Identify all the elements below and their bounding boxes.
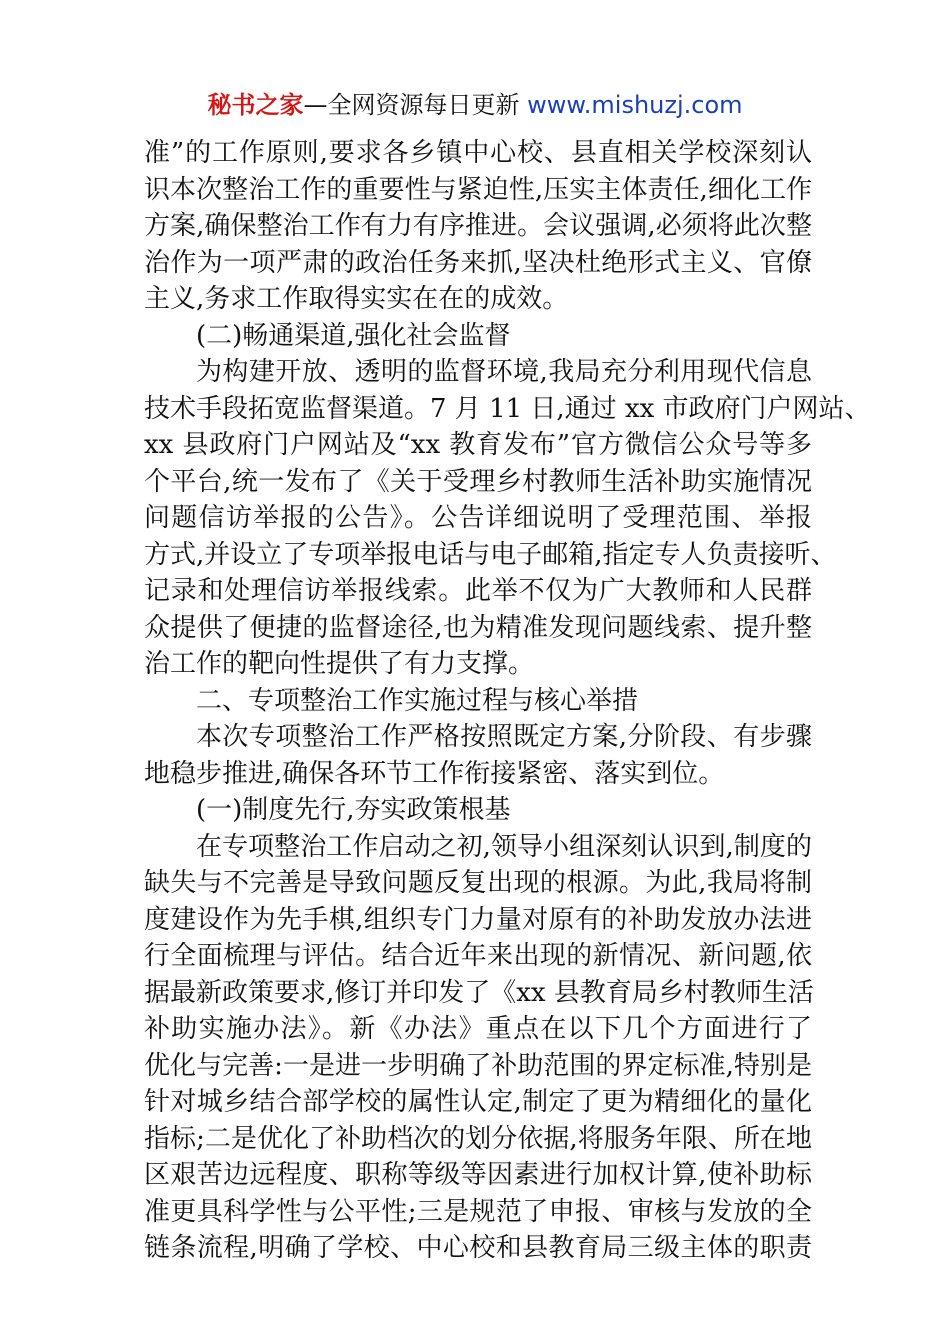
text-line: 据最新政策要求,修订并印发了《xx 县教育局乡村教师生活 — [144, 977, 814, 1008]
text-line: 行全面梳理与评估。结合近年来出现的新情况、新问题,依 — [144, 941, 812, 971]
text-line: 治工作的靶向性提供了有力支撑。 — [144, 649, 535, 679]
text-line: 区艰苦边远程度、职称等级等因素进行加权计算,使补助标 — [144, 1160, 812, 1190]
text-line: 优化与完善:一是进一步明确了补助范围的界定标准,特别是 — [144, 1050, 812, 1081]
text-line: 为构建开放、透明的监督环境,我局充分利用现代信息 — [196, 357, 812, 387]
text-line: 准”的工作原则,要求各乡镇中心校、县直相关学校深刻认 — [144, 138, 812, 168]
section-heading: (二)畅通渠道,强化社会监督 — [196, 320, 511, 351]
text-line: 度建设作为先手棋,组织专门力量对原有的补助发放办法进 — [144, 904, 812, 935]
text-line: 链条流程,明确了学校、中心校和县教育局三级主体的职责 — [144, 1233, 812, 1263]
text-line: 在专项整治工作启动之初,领导小组深刻认识到,制度的 — [196, 831, 812, 862]
section-heading: 二、专项整治工作实施过程与核心举措 — [196, 685, 639, 716]
text-line: 众提供了便捷的监督途径,也为精准发现问题线索、提升整 — [144, 612, 812, 643]
text-line: 方案,确保整治工作有力有序推进。会议强调,必须将此次整 — [144, 211, 812, 241]
page-header — [0, 88, 950, 122]
header-url-link[interactable]: www.mishuzj.com — [527, 91, 743, 119]
text-line: 问题信访举报的公告》。公告详细说明了受理范围、举报 — [144, 503, 812, 533]
text-line: 指标;二是优化了补助档次的划分依据,将服务年限、所在地 — [144, 1123, 812, 1154]
text-line: 缺失与不完善是导致问题反复出现的根源。为此,我局将制 — [144, 868, 812, 898]
text-line: 治作为一项严肃的政治任务来抓,坚决杜绝形式主义、官僚 — [144, 247, 812, 278]
text-line: 技术手段拓宽监督渠道。7 月 11 日,通过 xx 市政府门户网站、 — [144, 393, 871, 424]
brand-name: 秘书之家 — [207, 91, 304, 119]
text-line: 准更具科学性与公平性;三是规范了申报、审核与发放的全 — [144, 1196, 812, 1227]
text-line: 识本次整治工作的重要性与紧迫性,压实主体责任,细化工作 — [144, 174, 812, 205]
body-text — [144, 135, 871, 1267]
header-tagline: —全网资源每日更新 — [303, 91, 520, 119]
text-line: 个平台,统一发布了《关于受理乡村教师生活补助实施情况 — [144, 466, 812, 497]
text-line: 本次专项整治工作严格按照既定方案,分阶段、有步骤 — [196, 722, 812, 752]
text-line: 地稳步推进,确保各环节工作衔接紧密、落实到位。 — [144, 758, 725, 789]
text-line: 记录和处理信访举报线索。此举不仅为广大教师和人民群 — [144, 576, 812, 606]
text-line: 针对城乡结合部学校的属性认定,制定了更为精细化的量化 — [144, 1087, 812, 1117]
text-line: 方式,并设立了专项举报电话与电子邮箱,指定专人负责接听、 — [144, 539, 837, 570]
text-line: xx 县政府门户网站及“xx 教育发布”官方微信公众号等多 — [144, 430, 812, 460]
section-heading: (一)制度先行,夯实政策根基 — [196, 795, 511, 825]
text-line: 补助实施办法》。新《办法》重点在以下几个方面进行了 — [144, 1014, 812, 1044]
text-line: 主义,务求工作取得实实在在的成效。 — [144, 284, 569, 314]
